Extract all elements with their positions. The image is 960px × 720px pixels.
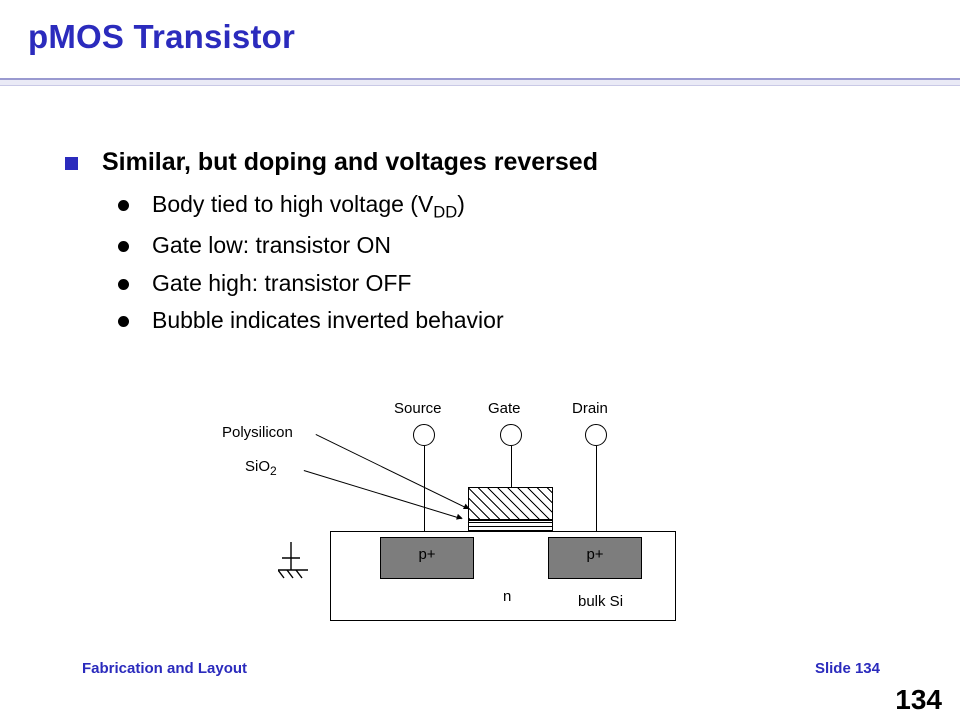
page-title: pMOS Transistor: [28, 18, 296, 55]
bullet-level2-3: [60, 270, 880, 298]
square-bullet-icon: [65, 157, 78, 170]
source-diffusion-region: [380, 537, 474, 579]
page-number: 134: [895, 684, 942, 715]
gate-terminal-icon: [500, 424, 522, 446]
oxide-annotation-label: [245, 458, 277, 478]
polysilicon-gate-layer: [468, 487, 553, 520]
bullet-text: Gate low: transistor ON: [152, 232, 392, 259]
oxide-annotation-text: SiO: [245, 458, 271, 475]
gate-lead: [511, 446, 513, 492]
drain-doping-label: p+: [586, 546, 604, 563]
dot-bullet-icon: [118, 200, 129, 211]
terminal-label-source: Source: [394, 400, 442, 417]
polysilicon-annotation-label: Polysilicon: [222, 424, 293, 441]
pmos-cross-section-diagram: [200, 390, 760, 640]
bullet-level2-2: [60, 232, 880, 260]
footer-left-label: Fabrication and Layout: [82, 660, 248, 677]
bullet-text: Body tied to high voltage (V: [152, 190, 434, 217]
body-ground-symbol-icon: [278, 540, 326, 582]
terminal-label-gate: Gate: [488, 400, 521, 417]
bullet-list: [60, 148, 880, 345]
oxide-annotation-subscript: 2: [270, 464, 277, 478]
drain-terminal-icon: [585, 424, 607, 446]
bullet-level2-4: [60, 307, 880, 335]
bullet-level2-1: [60, 191, 880, 222]
dot-bullet-icon: [118, 241, 129, 252]
bulk-si-label: bulk Si: [578, 593, 624, 610]
bullet-text-post: ): [457, 190, 465, 217]
source-doping-label: p+: [418, 546, 436, 563]
bullet-level1: [60, 148, 880, 177]
footer-right-label: Slide 134: [814, 660, 880, 677]
dot-bullet-icon: [118, 279, 129, 290]
bullet-text: Bubble indicates inverted behavior: [152, 307, 504, 334]
drain-diffusion-region: [548, 537, 642, 579]
terminal-label-drain: Drain: [572, 400, 608, 417]
title-divider: [0, 78, 960, 86]
bullet-level1-label: Similar, but doping and voltages reversed: [102, 148, 598, 176]
body-doping-label: n: [503, 588, 512, 605]
bullet-subscript: DD: [433, 202, 458, 222]
source-terminal-icon: [413, 424, 435, 446]
bullet-text: Gate high: transistor OFF: [152, 269, 412, 296]
dot-bullet-icon: [118, 316, 129, 327]
gate-oxide-layer: [468, 520, 553, 532]
